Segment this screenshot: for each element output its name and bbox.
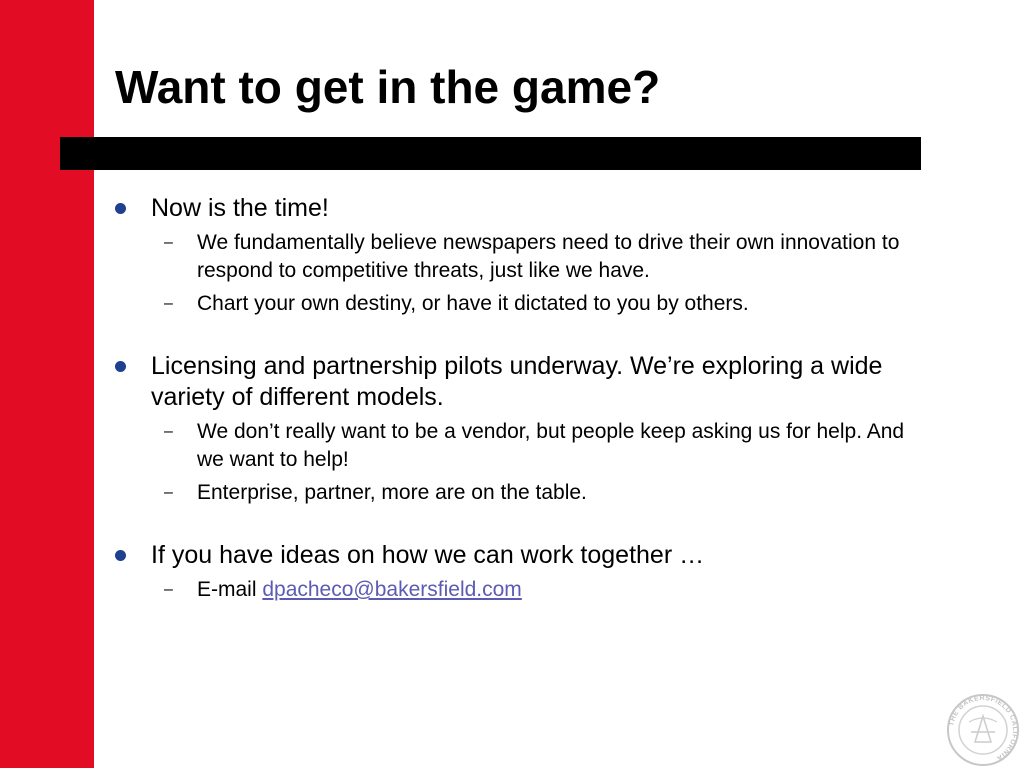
bullet-text: Licensing and partnership pilots underway. We’re exploring a wide variety of different models.: [151, 352, 883, 411]
slide-content: [112, 193, 932, 609]
bullet-item: [112, 351, 932, 413]
sub-bullet-item: [112, 479, 932, 507]
bullet-block: [112, 193, 932, 318]
seal-text: THE BAKERSFIELD CALIFORNIA: [948, 694, 1019, 762]
bullet-block: [112, 540, 932, 604]
sub-bullet-item: [112, 576, 932, 604]
sub-bullet-text: Chart your own destiny, or have it dictated to you by others.: [197, 292, 749, 315]
city-seal-logo-icon: [945, 692, 1021, 768]
sub-bullet-item: [112, 290, 932, 318]
bullet-text: If you have ideas on how we can work together …: [151, 541, 705, 569]
bullet-item: [112, 540, 932, 571]
sub-bullet-item: [112, 229, 932, 285]
sub-bullet-item: [112, 418, 932, 474]
title-divider-bar: [60, 137, 921, 170]
sub-bullet-text: We fundamentally believe newspapers need to drive their own innovation to respond to competitive threats, just like we have.: [197, 231, 900, 282]
dash-marker: –: [164, 295, 173, 312]
bullet-text: Now is the time!: [151, 194, 329, 222]
bullet-block: [112, 351, 932, 507]
sub-bullet-list: [112, 418, 932, 507]
left-accent-bar: [0, 0, 94, 768]
bullet-dot-icon: [115, 550, 126, 561]
bullet-dot-icon: [115, 203, 126, 214]
sub-bullet-list: [112, 576, 932, 604]
email-prefix: E-mail: [197, 578, 263, 601]
slide-title: Want to get in the game?: [115, 61, 661, 113]
bullet-item: [112, 193, 932, 224]
dash-marker: –: [164, 423, 173, 440]
sub-bullet-list: [112, 229, 932, 318]
bullet-dot-icon: [115, 361, 126, 372]
dash-marker: –: [164, 484, 173, 501]
sub-bullet-text: Enterprise, partner, more are on the table.: [197, 481, 587, 504]
dash-marker: –: [164, 581, 173, 598]
dash-marker: –: [164, 234, 173, 251]
sub-bullet-text: We don’t really want to be a vendor, but people keep asking us for help. And we want to help!: [197, 420, 905, 471]
email-link[interactable]: dpacheco@bakersfield.com: [262, 578, 522, 601]
